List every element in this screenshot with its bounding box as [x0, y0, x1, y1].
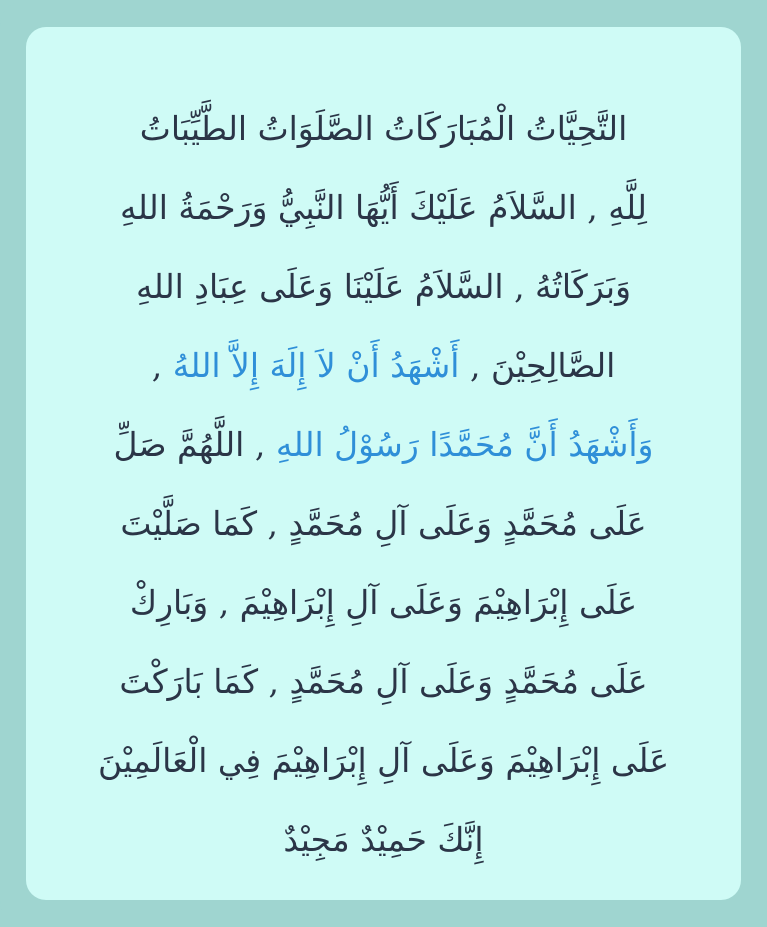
text-line-8: عَلَى مُحَمَّدٍ وَعَلَى آلِ مُحَمَّدٍ , كَمَا بَارَكْتَ: [119, 662, 648, 701]
text-line-5: [26, 405, 741, 484]
shahada-first-highlight: أَشْهَدُ أَنْ لاَ إِلَهَ إِلاَّ اللهُ: [172, 346, 460, 385]
text-line-10: إِنَّكَ حَمِيْدٌ مَجِيْدٌ: [283, 820, 484, 859]
text-line-4-start: الصَّالِحِيْنَ ,: [469, 346, 616, 385]
text-line-7: عَلَى إِبْرَاهِيْمَ وَعَلَى آلِ إِبْرَاهِيْمَ , وَبَارِكْ: [129, 583, 638, 622]
text-line-1: التَّحِيَّاتُ الْمُبَارَكَاتُ الصَّلَوَاتُ الطَّيِّبَاتُ: [139, 109, 628, 148]
text-line-4-end: ,: [151, 346, 163, 385]
text-line-3: وَبَرَكَاتُهُ , السَّلاَمُ عَلَيْنَا وَعَلَى عِبَادِ اللهِ: [135, 267, 632, 306]
prayer-text: [26, 89, 741, 879]
text-line-2: لِلَّهِ , السَّلاَمُ عَلَيْكَ أَيُّهَا النَّبِيُّ وَرَحْمَةُ اللهِ: [120, 188, 647, 227]
prayer-card: [26, 27, 741, 900]
text-line-5-end: , اللَّهُمَّ صَلِّ: [113, 425, 266, 464]
text-line-4: [26, 326, 741, 405]
text-line-9: عَلَى إِبْرَاهِيْمَ وَعَلَى آلِ إِبْرَاهِيْمَ فِي الْعَالَمِيْنَ: [97, 741, 670, 780]
text-line-6: عَلَى مُحَمَّدٍ وَعَلَى آلِ مُحَمَّدٍ , كَمَا صَلَّيْتَ: [120, 504, 647, 543]
shahada-second-highlight: وَأَشْهَدُ أَنَّ مُحَمَّدًا رَسُوْلُ اللهِ: [275, 425, 654, 464]
